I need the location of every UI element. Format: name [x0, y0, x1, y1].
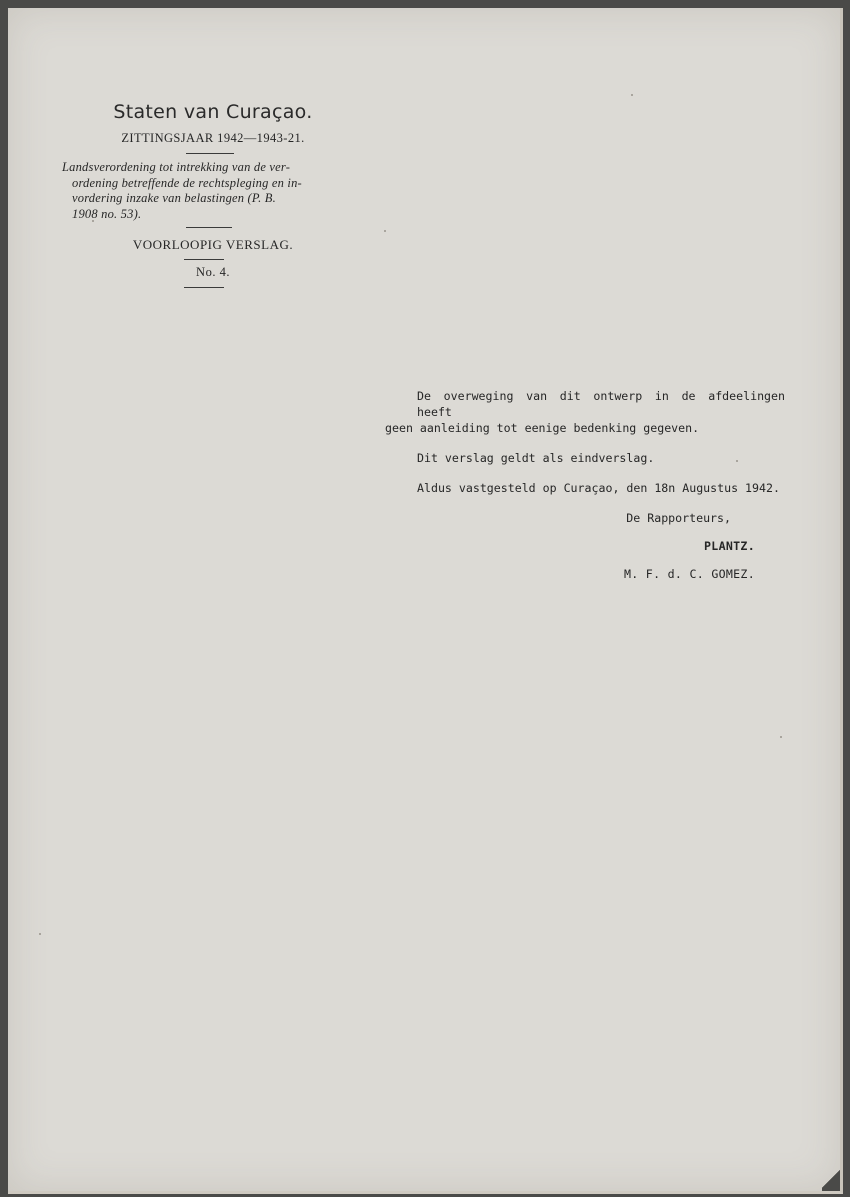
- subject-line: Landsverordening tot intrekking van de ver-: [62, 160, 291, 174]
- paper-speck: [631, 94, 633, 96]
- report-number: No. 4.: [196, 265, 230, 279]
- body-paragraph: Dit verslag geldt als eindverslag.: [417, 451, 655, 465]
- divider-rule: [186, 227, 232, 228]
- torn-corner: [822, 1167, 840, 1191]
- report-type: VOORLOOPIG VERSLAG.: [132, 237, 294, 252]
- subject-line: 1908 no. 53).: [72, 206, 142, 221]
- subject-line: ordening betreffende de rechtspleging en in-: [72, 175, 302, 190]
- signature-heading: De Rapporteurs,: [626, 511, 731, 525]
- divider-rule: [184, 287, 224, 288]
- report-body: [385, 388, 785, 582]
- subject-description: [62, 160, 352, 222]
- signatory-name: M. F. d. C. GOMEZ.: [623, 567, 755, 581]
- session-year: ZITTINGSJAAR 1942—1943-21.: [121, 131, 305, 145]
- divider-rule: [184, 259, 224, 260]
- body-paragraph-continuation: geen aanleiding tot eenige bedenking gegeven.: [385, 421, 700, 435]
- divider-rule: [186, 153, 234, 154]
- body-paragraph: Aldus vastgesteld op Curaçao, den 18n Augustus 1942.: [417, 481, 780, 495]
- paper-speck: [736, 460, 738, 462]
- body-paragraph: De overweging van dit ontwerp in de afdeelingen heeft: [417, 389, 785, 419]
- document-title: Staten van Curaçao.: [113, 101, 313, 123]
- paper-speck: [780, 736, 782, 738]
- paper-speck: [39, 933, 41, 935]
- signatory-name: PLANTZ.: [704, 539, 755, 553]
- subject-line: vordering inzake van belastingen (P. B.: [72, 191, 276, 205]
- paper-speck: [384, 230, 386, 232]
- document-page: [8, 8, 843, 1194]
- paper-speck: [92, 220, 94, 222]
